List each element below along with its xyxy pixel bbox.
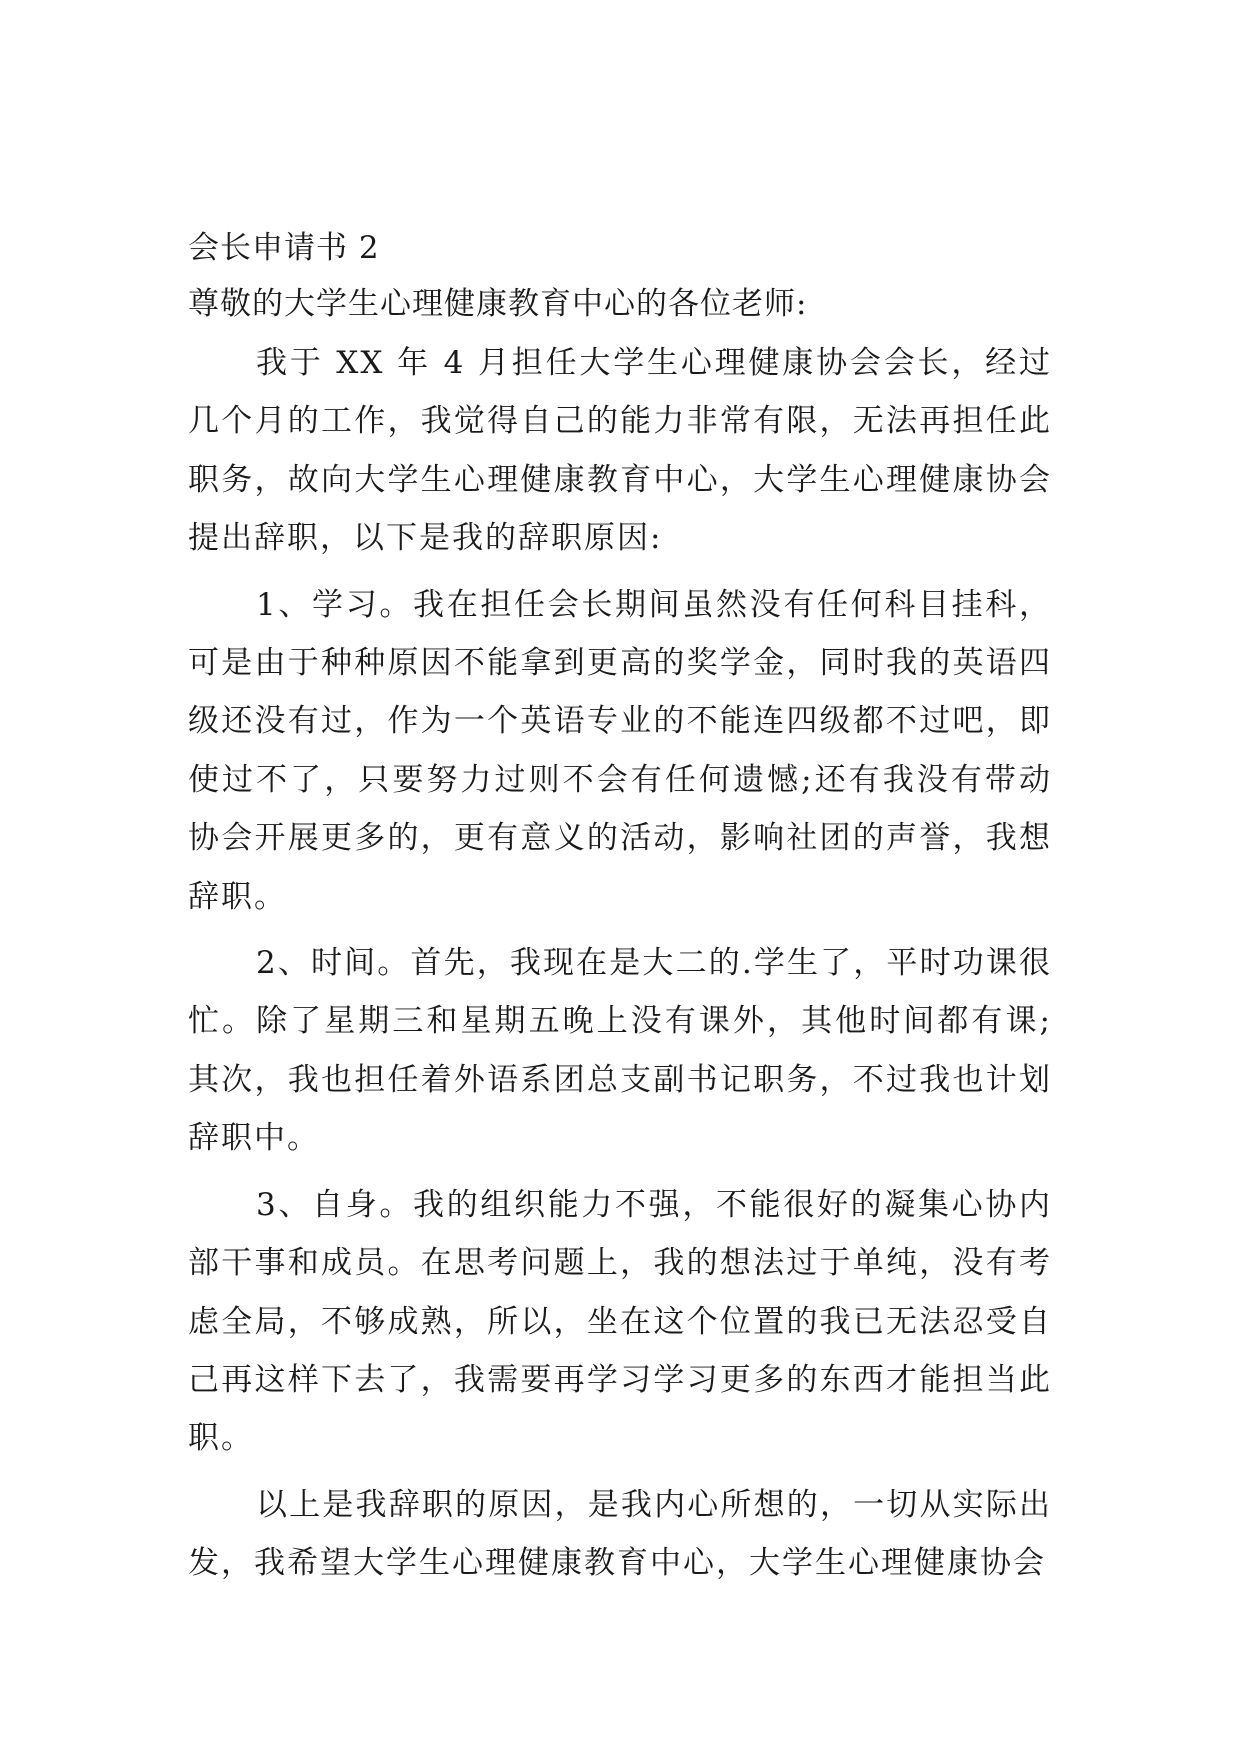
paragraph-reason-study: 1、学习。我在担任会长期间虽然没有任何科目挂科，可是由于种种原因不能拿到更高的奖学金，同时我的英语四级还没有过，作为一个英语专业的不能连四级都不过吧，即使过不了，只要努力过则不会有任何遗憾;还有我没有带动协会开展更多的，更有意义的活动，影响社团的声誉，我想辞职。 (188, 586, 1052, 915)
paragraph-intro: 我于 XX 年 4 月担任大学生心理健康协会会长，经过几个月的工作，我觉得自己的能力非常有限，无法再担任此职务，故向大学生心理健康教育中心，大学生心理健康协会提出辞职，以下是我的辞职原因: (188, 345, 1052, 557)
document-title: 会长申请书 2 (188, 230, 380, 266)
paragraph-conclusion: 以上是我辞职的原因，是我内心所想的，一切从实际出发，我希望大学生心理健康教育中心，大学生心理健康协会 (188, 1486, 1052, 1582)
document-body (188, 222, 1052, 1601)
paragraph-reason-time: 2、时间。首先，我现在是大二的.学生了，平时功课很忙。除了星期三和星期五晚上没有课外，其他时间都有课;其次，我也担任着外语系团总支副书记职务，不过我也计划辞职中。 (188, 945, 1052, 1157)
paragraph-reason-self: 3、自身。我的组织能力不强，不能很好的凝集心协内部干事和成员。在思考问题上，我的想法过于单纯，没有考虑全局，不够成熟，所以，坐在这个位置的我已无法忍受自己再这样下去了，我需要再学习学习更多的东西才能担当此职。 (188, 1186, 1052, 1457)
salutation: 尊敬的大学生心理健康教育中心的各位老师: (188, 286, 808, 322)
